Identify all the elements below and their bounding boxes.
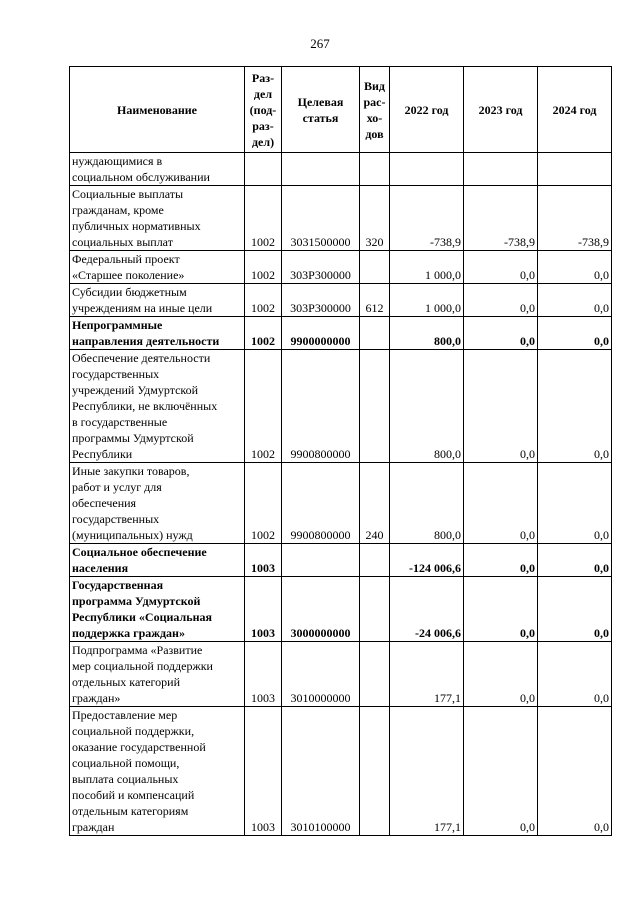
row-type xyxy=(360,317,390,350)
row-name: Социальные выплаты гражданам, кроме публичных нормативных социальных выплат xyxy=(70,186,245,251)
row-2024-value: 0,0 xyxy=(538,707,612,836)
row-target: 9900800000 xyxy=(282,463,360,544)
row-section: 1002 xyxy=(245,284,282,317)
row-2024-value: 0,0 xyxy=(538,544,612,577)
row-type: 240 xyxy=(360,463,390,544)
header-target: Целевая статья xyxy=(282,67,360,153)
row-section: 1003 xyxy=(245,544,282,577)
table-body xyxy=(70,153,612,836)
row-2023-value: 0,0 xyxy=(464,463,538,544)
row-target: 303Р300000 xyxy=(282,251,360,284)
header-section: Раз- дел (под- раз- дел) xyxy=(245,67,282,153)
row-target: 3010000000 xyxy=(282,642,360,707)
row-type xyxy=(360,350,390,463)
row-2022-value: 800,0 xyxy=(390,317,464,350)
row-type xyxy=(360,544,390,577)
row-target: 303Р300000 xyxy=(282,284,360,317)
row-2022-value: -24 006,6 xyxy=(390,577,464,642)
row-section: 1002 xyxy=(245,463,282,544)
row-2024-value: -738,9 xyxy=(538,186,612,251)
row-2023-value: 0,0 xyxy=(464,642,538,707)
header-2024: 2024 год xyxy=(538,67,612,153)
row-section: 1002 xyxy=(245,350,282,463)
page-number: 267 xyxy=(310,36,330,51)
row-2023-value: 0,0 xyxy=(464,284,538,317)
row-2024-value: 0,0 xyxy=(538,577,612,642)
row-2022-value: 800,0 xyxy=(390,463,464,544)
table-row xyxy=(70,463,612,544)
row-target: 9900000000 xyxy=(282,317,360,350)
row-section: 1002 xyxy=(245,317,282,350)
row-type xyxy=(360,707,390,836)
row-type: 612 xyxy=(360,284,390,317)
row-type: 320 xyxy=(360,186,390,251)
row-2022-value: 800,0 xyxy=(390,350,464,463)
row-target: 3031500000 xyxy=(282,186,360,251)
row-2022-value: 177,1 xyxy=(390,642,464,707)
row-name: Государственная программа Удмуртской Республики «Социальная поддержка граждан» xyxy=(70,577,245,642)
row-target: 3000000000 xyxy=(282,577,360,642)
row-2024-value: 0,0 xyxy=(538,642,612,707)
row-section: 1002 xyxy=(245,186,282,251)
table-row xyxy=(70,707,612,836)
table-row xyxy=(70,153,612,186)
row-name: Иные закупки товаров, работ и услуг для обеспечения государственных (муниципальных) нужд xyxy=(70,463,245,544)
row-2022-value: 177,1 xyxy=(390,707,464,836)
row-section: 1003 xyxy=(245,707,282,836)
row-2023-value: -738,9 xyxy=(464,186,538,251)
row-2022-value: 1 000,0 xyxy=(390,284,464,317)
header-name: Наименование xyxy=(70,67,245,153)
row-2023-value: 0,0 xyxy=(464,251,538,284)
budget-table xyxy=(69,66,612,836)
row-2023-value xyxy=(464,153,538,186)
row-2024-value: 0,0 xyxy=(538,317,612,350)
row-2023-value: 0,0 xyxy=(464,350,538,463)
row-name: Федеральный проект «Старшее поколение» xyxy=(70,251,245,284)
row-name: Предоставление мер социальной поддержки, оказание государственной социальной помощи, выплата социальных пособий и компенсаций отдельным категориям граждан xyxy=(70,707,245,836)
row-2023-value: 0,0 xyxy=(464,544,538,577)
row-target xyxy=(282,153,360,186)
row-name: Подпрограмма «Развитие мер социальной поддержки отдельных категорий граждан» xyxy=(70,642,245,707)
row-name: Субсидии бюджетным учреждениям на иные цели xyxy=(70,284,245,317)
row-2024-value: 0,0 xyxy=(538,350,612,463)
row-name: Обеспечение деятельности государственных учреждений Удмуртской Республики, не включённых в государственные программы Удмуртской Республики xyxy=(70,350,245,463)
table-row xyxy=(70,251,612,284)
table-header-row xyxy=(70,67,612,153)
row-target xyxy=(282,544,360,577)
row-2024-value xyxy=(538,153,612,186)
header-2023: 2023 год xyxy=(464,67,538,153)
row-type xyxy=(360,577,390,642)
row-section: 1003 xyxy=(245,642,282,707)
row-section: 1002 xyxy=(245,251,282,284)
row-2022-value xyxy=(390,153,464,186)
row-2024-value: 0,0 xyxy=(538,463,612,544)
row-2024-value: 0,0 xyxy=(538,251,612,284)
header-type: Вид рас- хо- дов xyxy=(360,67,390,153)
row-target: 3010100000 xyxy=(282,707,360,836)
table-row xyxy=(70,186,612,251)
row-name: нуждающимися в социальном обслуживании xyxy=(70,153,245,186)
row-type xyxy=(360,251,390,284)
row-2024-value: 0,0 xyxy=(538,284,612,317)
table-row xyxy=(70,577,612,642)
row-section xyxy=(245,153,282,186)
row-name: Непрограммные направления деятельности xyxy=(70,317,245,350)
table-row xyxy=(70,317,612,350)
row-section: 1003 xyxy=(245,577,282,642)
row-type xyxy=(360,642,390,707)
table-row xyxy=(70,642,612,707)
header-2022: 2022 год xyxy=(390,67,464,153)
row-2022-value: -124 006,6 xyxy=(390,544,464,577)
row-2022-value: -738,9 xyxy=(390,186,464,251)
row-name: Социальное обеспечение населения xyxy=(70,544,245,577)
row-target: 9900800000 xyxy=(282,350,360,463)
row-2023-value: 0,0 xyxy=(464,317,538,350)
row-type xyxy=(360,153,390,186)
table-row xyxy=(70,284,612,317)
row-2023-value: 0,0 xyxy=(464,577,538,642)
table-row xyxy=(70,350,612,463)
row-2022-value: 1 000,0 xyxy=(390,251,464,284)
table-row xyxy=(70,544,612,577)
row-2023-value: 0,0 xyxy=(464,707,538,836)
